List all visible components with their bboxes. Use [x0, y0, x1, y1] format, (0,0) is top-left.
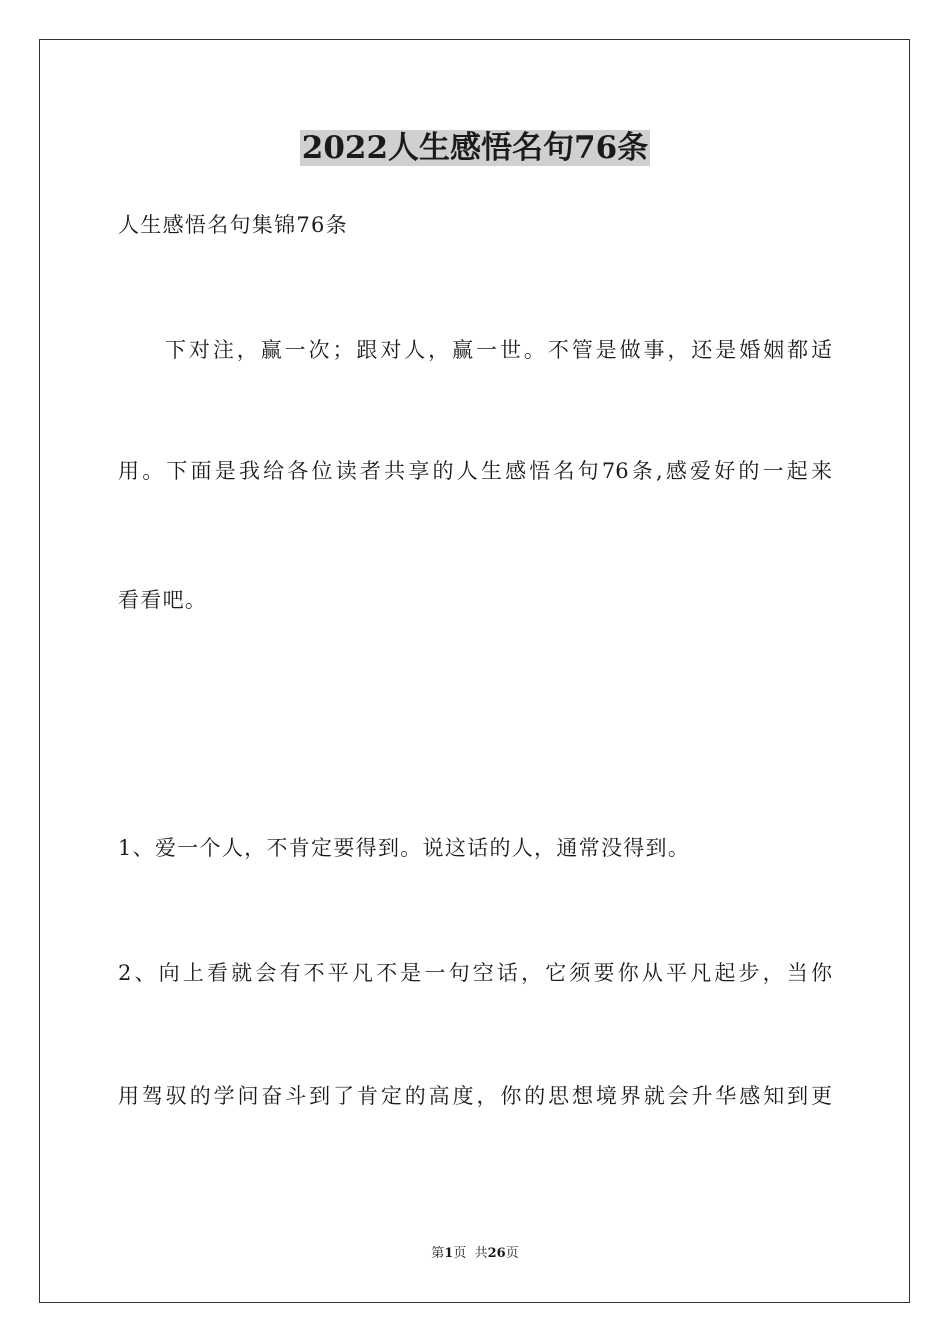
footer-mid: 页 共 [453, 1246, 488, 1261]
footer-current-page: 1 [444, 1246, 454, 1261]
subtitle: 人生感悟名句集锦76条 [118, 213, 349, 237]
paragraph-line-2: 用。下面是我给各位读者共享的人生感悟名句76条,感爱好的一起来 [118, 459, 832, 483]
paragraph-line-3: 看看吧。 [118, 588, 208, 612]
document-title-text: 2022人生感悟名句76条 [301, 130, 649, 166]
footer-prefix: 第 [431, 1246, 445, 1261]
list-item-1: 1、爱一个人，不肯定要得到。说这话的人，通常没得到。 [118, 836, 691, 860]
page-footer [0, 1245, 950, 1263]
footer-total-pages: 26 [487, 1246, 506, 1261]
document-title [0, 126, 950, 170]
list-item-2-line-1: 2、向上看就会有不平凡不是一句空话，它须要你从平凡起步，当你 [118, 961, 832, 985]
list-item-2-line-2: 用驾驭的学问奋斗到了肯定的高度，你的思想境界就会升华感知到更 [118, 1084, 832, 1108]
footer-suffix: 页 [505, 1246, 519, 1261]
paragraph-line-1: 下对注，赢一次；跟对人，赢一世。不管是做事，还是婚姻都适 [165, 338, 832, 362]
